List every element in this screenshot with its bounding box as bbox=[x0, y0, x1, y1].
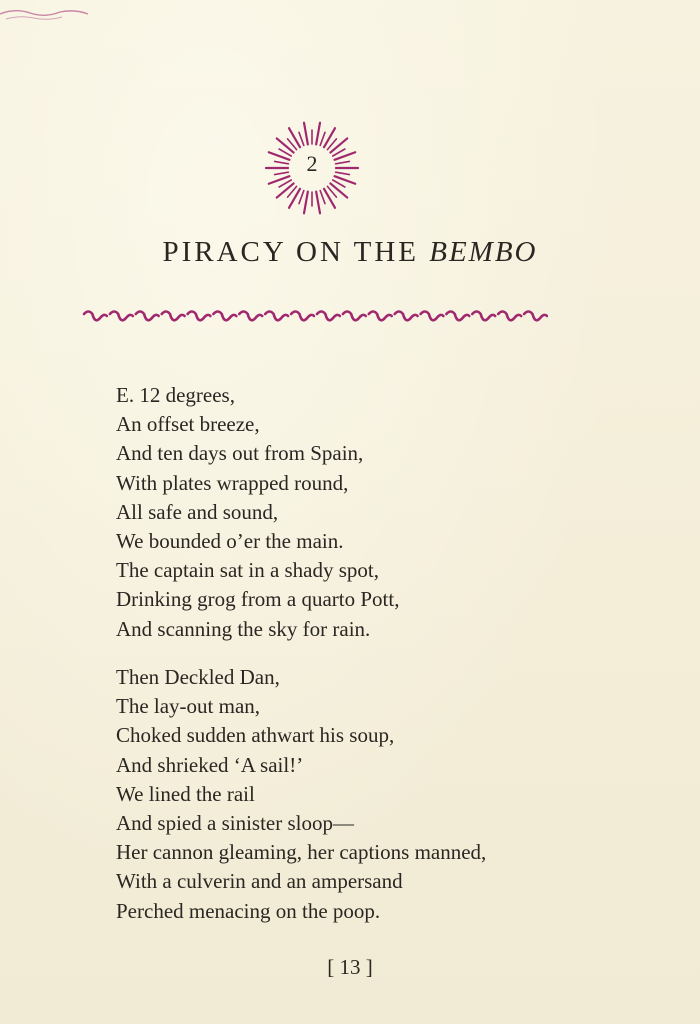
sunburst-ray bbox=[324, 189, 335, 208]
sunburst-ray bbox=[304, 192, 308, 214]
verse-line: E. 12 degrees, bbox=[116, 383, 235, 407]
scallop-segment bbox=[291, 312, 314, 321]
chapter-number: 2 bbox=[306, 151, 318, 176]
scallop-segment bbox=[188, 312, 211, 321]
verse-line: Perched menacing on the poop. bbox=[116, 898, 381, 923]
sunburst-ray bbox=[289, 128, 300, 147]
scallop-segment bbox=[472, 312, 495, 321]
scallop-segment bbox=[446, 312, 469, 321]
scallop-segment bbox=[317, 312, 340, 321]
scallop-segment bbox=[213, 312, 236, 321]
sunburst-ray bbox=[330, 183, 347, 197]
verse-line: And scanning the sky for rain. bbox=[116, 616, 371, 641]
scallop-segment bbox=[136, 312, 159, 321]
title-text: PIRACY ON THE bbox=[162, 236, 430, 268]
sunburst-ray bbox=[320, 132, 325, 145]
scallop-segment bbox=[498, 312, 521, 321]
page-number: [ 13 ] bbox=[327, 955, 373, 979]
scallop-segment bbox=[110, 312, 133, 321]
verse-line: Then Deckled Dan, bbox=[116, 665, 280, 689]
scallop-segment bbox=[524, 312, 547, 321]
scallop-segment bbox=[369, 312, 392, 321]
sunburst-ray bbox=[299, 132, 304, 145]
verse-line: Choked sudden athwart his soup, bbox=[116, 723, 395, 748]
scalloped-rule-icon bbox=[82, 305, 548, 329]
sunburst-ray bbox=[316, 123, 320, 145]
verse-line: We lined the rail bbox=[116, 781, 255, 806]
sunburst-ray bbox=[316, 192, 320, 214]
title-ship-name: BEMBO bbox=[429, 236, 538, 268]
stanza bbox=[116, 663, 486, 926]
scallop-segment bbox=[239, 312, 262, 321]
scallop-segment bbox=[84, 312, 107, 321]
sunburst-ray bbox=[277, 183, 294, 197]
verse-line: And shrieked ‘A sail!’ bbox=[116, 752, 304, 777]
scallop-segment bbox=[343, 312, 366, 321]
sunburst-ray bbox=[289, 189, 300, 208]
scallop-segment bbox=[162, 312, 185, 321]
verse-line: The captain sat in a shady spot, bbox=[116, 558, 380, 583]
verse-line: We bounded o’er the main. bbox=[116, 529, 344, 554]
sunburst-ray bbox=[299, 191, 304, 204]
verse-line: Drinking grog from a quarto Pott, bbox=[116, 587, 400, 612]
verse-line: Her cannon gleaming, her captions manned, bbox=[116, 840, 487, 865]
verse-line: With a culverin and an ampersand bbox=[116, 869, 403, 894]
scallop-segment bbox=[395, 312, 418, 321]
sunburst-ray bbox=[324, 128, 335, 147]
sunburst-ray bbox=[320, 191, 325, 204]
verse-line: And spied a sinister sloop— bbox=[116, 811, 354, 836]
sunburst-ray bbox=[304, 123, 308, 145]
verse-line: All safe and sound, bbox=[116, 499, 279, 524]
verse-line: An offset breeze, bbox=[116, 412, 260, 437]
page-title bbox=[0, 236, 700, 269]
scallop-segment bbox=[421, 312, 444, 321]
verse-line: The lay-out man, bbox=[116, 694, 261, 719]
verse-line: With plates wrapped round, bbox=[116, 470, 349, 495]
scallop-segment bbox=[265, 312, 288, 321]
verse-line: And ten days out from Spain, bbox=[116, 441, 364, 466]
corner-flourish-icon bbox=[0, 0, 110, 40]
stanza bbox=[116, 381, 399, 644]
